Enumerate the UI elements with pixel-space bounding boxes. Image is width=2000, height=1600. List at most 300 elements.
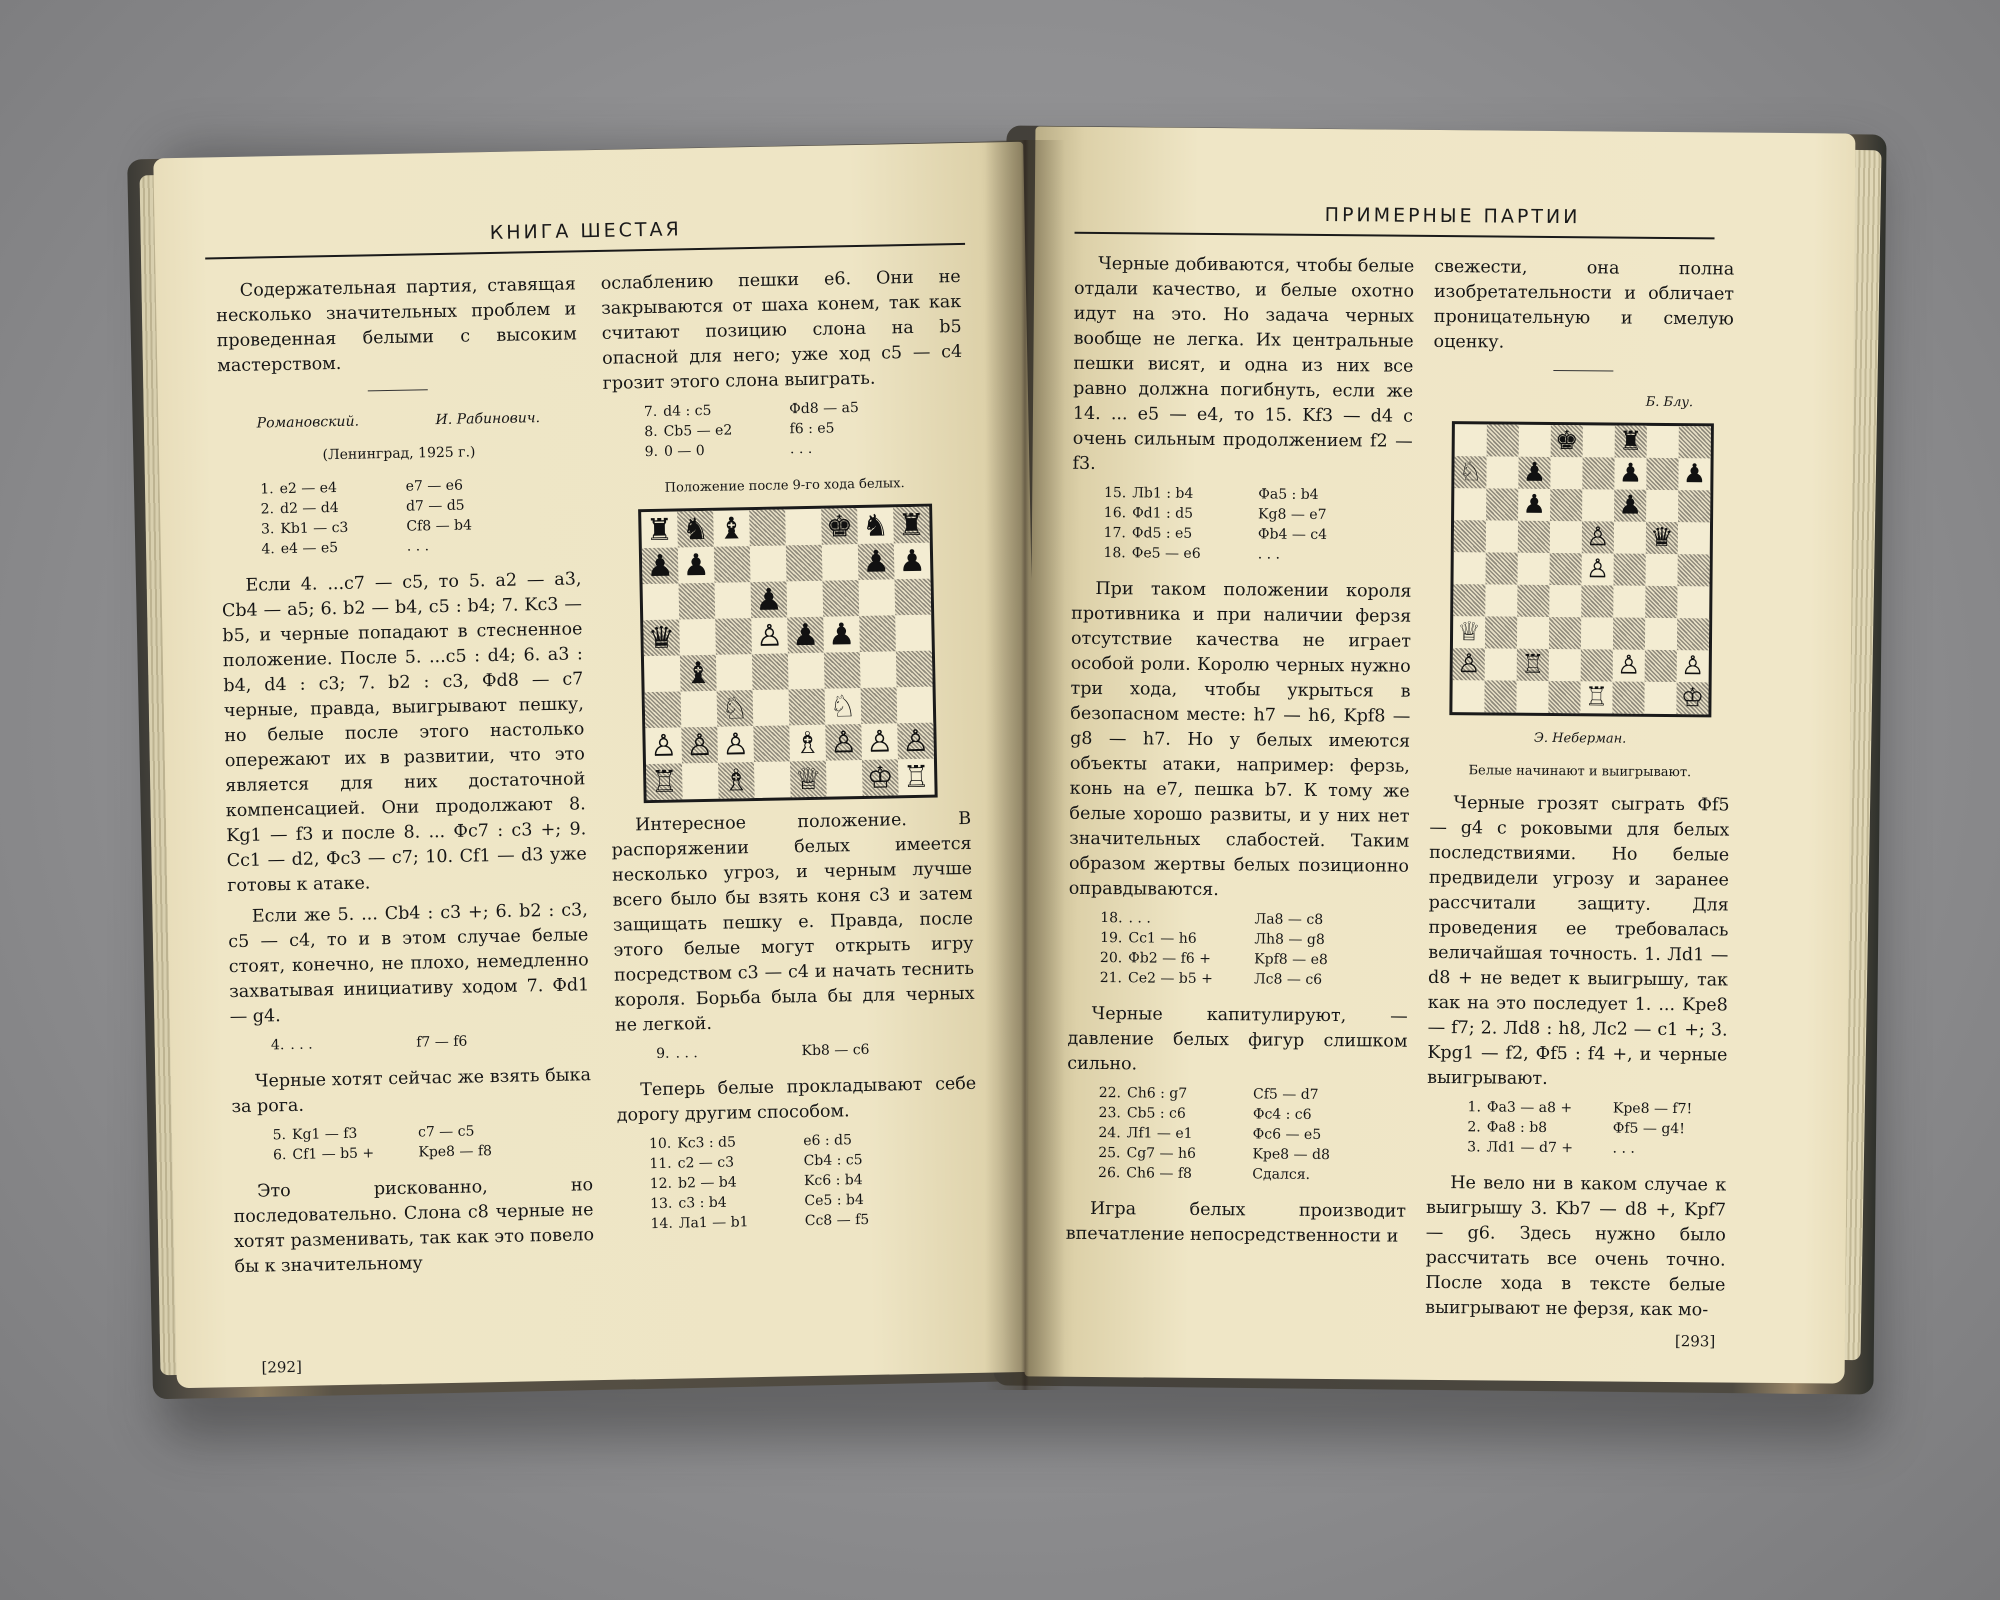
- white-pawn-icon: ♙: [901, 723, 930, 759]
- board-square: [896, 651, 933, 688]
- move-row: [635, 1040, 875, 1065]
- black-bishop-icon: ♝: [717, 510, 746, 547]
- move-number: 18.: [1103, 545, 1126, 562]
- board-square: [645, 691, 682, 728]
- black-pawn-icon: ♟: [827, 616, 856, 653]
- board-square: [1550, 489, 1582, 521]
- black-move: f7 — f6: [416, 1033, 468, 1051]
- black-move: Kc6 : b4: [803, 1172, 863, 1190]
- move-number: 18.: [1100, 910, 1123, 927]
- move-row: [1087, 1083, 1337, 1105]
- right-header-rule: [1075, 232, 1715, 240]
- text-paragraph: Теперь белые прокладывают себе дорогу другим способом.: [616, 1073, 977, 1126]
- board-square: [1581, 617, 1613, 649]
- board-square: [1646, 490, 1678, 522]
- move-row: [1088, 968, 1334, 990]
- black-move: f6 : e5: [789, 420, 835, 438]
- move-row: [1087, 1103, 1337, 1125]
- board-square: [716, 654, 753, 691]
- board-square: [1549, 617, 1581, 649]
- black-move: Kpe8 — f8: [418, 1143, 493, 1161]
- separator: [1553, 370, 1613, 372]
- white-pawn-icon: ♙: [865, 723, 894, 760]
- text-paragraph: Интересное положение. В распоряжении белых имеется несколько угроз, и черным лучше всего было бы взять коня c3 и затем защищать пешку e. Правда, после этого белые могут открыть игру посредством c3 — c4 и начать теснить короля. Борьба была бы для черных не легкой.: [611, 808, 975, 1036]
- move-number: 20.: [1099, 950, 1123, 967]
- black-move: Фf5 — g4!: [1612, 1120, 1685, 1138]
- white-pawn-icon: ♙: [721, 726, 750, 763]
- move-number: 3.: [1467, 1139, 1481, 1156]
- board-square: [1677, 618, 1709, 650]
- left-header-rule: [205, 243, 965, 260]
- move-row: [1447, 1117, 1698, 1139]
- move-row: [624, 438, 866, 463]
- white-move: Cf1 — b5 +: [292, 1145, 375, 1163]
- white-move: Фa3 — a8 +: [1486, 1099, 1573, 1117]
- move-number: 2.: [260, 501, 275, 518]
- board-square: [1517, 617, 1549, 649]
- move-row: [1092, 523, 1333, 545]
- moves-table: [637, 1130, 875, 1235]
- black-move: e6 : d5: [803, 1132, 853, 1150]
- move-row: [241, 535, 479, 560]
- board-square: [1454, 488, 1486, 520]
- move-row: [1092, 543, 1333, 565]
- board-square: [1678, 490, 1710, 522]
- black-rook-icon: ♜: [645, 512, 674, 548]
- white-move: c2 — c3: [677, 1154, 735, 1172]
- move-row: [1088, 908, 1334, 930]
- black-move: Лc8 — c6: [1253, 971, 1323, 988]
- black-move: . . .: [406, 538, 430, 555]
- board-square: [715, 582, 752, 619]
- board-square: [822, 544, 859, 581]
- move-number: 4.: [270, 1037, 285, 1054]
- black-move: Cc8 — f5: [804, 1211, 870, 1230]
- board-square: [1485, 648, 1517, 680]
- board-square: [1485, 616, 1517, 648]
- move-row: [1088, 948, 1334, 970]
- board-square: [1485, 552, 1517, 584]
- left-page-number: [292]: [261, 1357, 303, 1377]
- black-move: c7 — c5: [417, 1123, 475, 1141]
- white-move: Фa8 : b8: [1486, 1119, 1548, 1136]
- black-pawn-icon: ♟: [791, 617, 820, 653]
- move-number: 5.: [272, 1127, 287, 1144]
- move-number: 4.: [261, 541, 275, 558]
- black-move: Cf5 — d7: [1252, 1086, 1319, 1103]
- white-move: Лd1 — d7 +: [1486, 1139, 1574, 1157]
- black-move: . . .: [1612, 1140, 1635, 1157]
- move-number: 21.: [1099, 970, 1123, 987]
- move-number: 23.: [1098, 1105, 1121, 1122]
- black-move: . . .: [789, 440, 813, 458]
- black-move: Kg8 — e7: [1258, 506, 1327, 524]
- black-pawn-icon: ♟: [862, 543, 890, 580]
- white-pawn-icon: ♙: [1586, 521, 1610, 552]
- board-square: [1517, 553, 1549, 585]
- black-move: Kb8 — c6: [801, 1041, 870, 1060]
- board-square: [750, 545, 787, 582]
- move-row: [1447, 1097, 1698, 1119]
- board-square: [1613, 586, 1645, 618]
- board-square: [859, 615, 896, 652]
- white-move: Cg7 — h6: [1126, 1145, 1196, 1162]
- move-number: 1.: [1467, 1099, 1481, 1116]
- right-col-2: [1425, 255, 1734, 1330]
- board-caption: Положение после 9-го хода белых.: [664, 476, 905, 496]
- move-number: 13.: [650, 1195, 673, 1213]
- moves-table: [250, 1031, 473, 1055]
- black-knight-icon: ♞: [681, 511, 710, 547]
- white-pawn-icon: ♙: [685, 727, 714, 763]
- black-pawn-icon: ♟: [682, 547, 710, 583]
- left-page: [153, 142, 1046, 1388]
- board-square: [897, 687, 934, 724]
- board-square: [752, 653, 789, 690]
- board-square: [1581, 649, 1613, 681]
- board-square: [1550, 521, 1582, 553]
- board-square: [1549, 649, 1581, 681]
- black-king-icon: ♚: [825, 508, 854, 545]
- board-square: [788, 653, 825, 690]
- board-square: [1550, 457, 1582, 489]
- black-pawn-icon: ♟: [646, 548, 674, 584]
- white-move: Ch6 : g7: [1126, 1085, 1188, 1102]
- board-square: [1645, 586, 1677, 618]
- white-move: d4 : c5: [663, 402, 712, 420]
- event-line: (Ленинград, 1925 г.): [322, 444, 476, 464]
- black-move: . . .: [1257, 546, 1281, 563]
- board-square: [1484, 680, 1516, 712]
- black-rook-icon: ♜: [897, 507, 926, 543]
- white-move: e2 — e4: [279, 480, 338, 498]
- move-row: [252, 1141, 498, 1166]
- board-square: [1647, 426, 1679, 458]
- white-move: Kc3 : d5: [677, 1134, 737, 1152]
- move-row: [639, 1210, 876, 1235]
- white-move: . . .: [290, 1036, 313, 1053]
- player-white: Романовский.: [256, 413, 360, 432]
- board-square: [1548, 681, 1580, 713]
- move-number: 12.: [649, 1175, 673, 1193]
- problem-caption: Белые начинают и выигрывают.: [1468, 763, 1692, 781]
- separator: [368, 389, 428, 391]
- white-pawn-icon: ♙: [755, 617, 784, 654]
- black-move: Лa8 — c8: [1254, 911, 1324, 928]
- right-page: [1025, 126, 1856, 1383]
- board-square: [894, 579, 931, 616]
- board-square: [643, 583, 680, 620]
- text-paragraph: Игра белых производит впечатление непосредственности и: [1065, 1198, 1407, 1247]
- move-number: 15.: [1103, 485, 1127, 502]
- black-move: Фd8 — a5: [789, 399, 860, 418]
- board-square: [1486, 520, 1518, 552]
- white-king-icon: ♔: [1680, 682, 1705, 713]
- white-pawn-icon: ♙: [1617, 650, 1641, 681]
- board-square: [789, 689, 826, 726]
- black-bishop-icon: ♝: [684, 655, 713, 691]
- move-number: 9.: [644, 443, 659, 461]
- moves-table: [1446, 1097, 1698, 1159]
- board-square: [679, 619, 716, 656]
- black-pawn-icon: ♟: [1682, 458, 1707, 489]
- white-move: . . .: [1128, 910, 1151, 927]
- board-square: [823, 580, 860, 617]
- left-running-head: КНИГА ШЕСТАЯ: [489, 218, 682, 245]
- black-move: Kpe8 — f7!: [1612, 1100, 1693, 1118]
- white-rook-icon: ♖: [1584, 681, 1609, 712]
- white-rook-icon: ♖: [650, 764, 679, 800]
- black-move: Фc4 : c6: [1252, 1106, 1312, 1123]
- board-square: [1455, 424, 1487, 456]
- white-queen-icon: ♕: [794, 761, 823, 797]
- board-square: [1549, 585, 1581, 617]
- board-square: [1582, 489, 1614, 521]
- white-move: Cb5 — e2: [663, 422, 733, 440]
- white-move: Фe5 — e6: [1131, 545, 1201, 562]
- white-king-icon: ♔: [866, 759, 895, 796]
- black-move: Cb4 : c5: [803, 1152, 863, 1170]
- text-paragraph: При таком положении короля противника и при наличии ферзя отсутствие качества не играет особой роли. Королю черных нужно три хода, чтобы укрыться в безопасном месте: h7 — h6, Kpf8 — g8 — h7. Но у белых имеются объекты атаки, например: ферзь, конь на e7, пешка b7. К тому же белые хорошо развиты, и у них нет значительных слабостей. Таким образом жертвы белых позиционно оправдываются.: [1068, 578, 1412, 901]
- move-number: 11.: [649, 1155, 672, 1173]
- text-paragraph: Черные добиваются, чтобы белые отдали качество, и белые охотно идут на это. Но задача черных вообще не легка. Их центральные пешки висят, и одна из них все равно должна погибнуть, если же 14. ... e5 — e4, то 15. Kf3 — d4 с очень сильным продолжением f2 — f3.: [1072, 253, 1415, 474]
- board-square: [1517, 585, 1549, 617]
- move-number: 8.: [644, 423, 658, 441]
- board-square: [1614, 522, 1646, 554]
- black-pawn-icon: ♟: [898, 543, 926, 579]
- right-page-number: [293]: [1674, 1332, 1716, 1351]
- white-move: Cb5 : c6: [1126, 1105, 1186, 1122]
- board-square: [681, 691, 718, 728]
- right-running-head: ПРИМЕРНЫЕ ПАРТИИ: [1324, 203, 1581, 229]
- board-square: [895, 615, 932, 652]
- board-square: [753, 725, 790, 762]
- white-pawn-icon: ♙: [829, 724, 858, 761]
- white-bishop-icon: ♗: [722, 762, 751, 799]
- white-knight-icon: ♘: [829, 688, 857, 725]
- board-square: [1453, 552, 1485, 584]
- board-square: [1486, 488, 1518, 520]
- board-square: [786, 545, 823, 582]
- move-row: [1088, 928, 1334, 950]
- composer-top: Б. Блу.: [1645, 394, 1694, 411]
- move-number: 9.: [656, 1045, 670, 1062]
- board-square: [1454, 520, 1486, 552]
- board-square: [861, 687, 898, 724]
- move-number: 7.: [643, 403, 658, 421]
- white-knight-icon: ♘: [1458, 456, 1483, 487]
- white-move: b2 — b4: [677, 1174, 737, 1192]
- moves-table: [623, 398, 866, 463]
- white-move: Фd5 : e5: [1131, 525, 1193, 542]
- white-move: d2 — d4: [279, 499, 339, 518]
- board-square: [785, 509, 822, 546]
- move-number: 26.: [1098, 1165, 1121, 1182]
- players-line: [218, 405, 578, 437]
- move-number: 2.: [1467, 1119, 1481, 1136]
- text-paragraph: свежести, она полна изобретательности и обличает проницательную и смелую оценку.: [1433, 256, 1735, 353]
- board-square: [1644, 682, 1676, 714]
- white-move: Лa1 — b1: [678, 1214, 749, 1232]
- board-square: [1452, 680, 1484, 712]
- white-move: Фd1 : d5: [1132, 505, 1194, 522]
- moves-table: [1088, 908, 1334, 990]
- board-square: [1678, 522, 1710, 554]
- white-move: e4 — e5: [280, 539, 339, 558]
- board-square: [714, 546, 751, 583]
- board-square: [1645, 554, 1677, 586]
- black-rook-icon: ♜: [1618, 426, 1643, 457]
- text-paragraph: Черные капитулируют, — давление белых фигур слишком сильно.: [1067, 1003, 1408, 1075]
- board-square: [1518, 521, 1550, 553]
- player-black: И. Рабинович.: [435, 410, 541, 429]
- white-bishop-icon: ♗: [793, 725, 822, 761]
- white-move: Лf1 — e1: [1126, 1125, 1193, 1142]
- move-number: 3.: [260, 521, 275, 538]
- moves-table: [1092, 483, 1334, 565]
- move-row: [250, 1031, 473, 1055]
- black-move: Kpf8 — e8: [1254, 951, 1328, 969]
- board-square: [1612, 682, 1644, 714]
- move-number: 10.: [648, 1135, 672, 1153]
- board-square: [715, 618, 752, 655]
- move-number: 24.: [1098, 1125, 1121, 1142]
- move-number: 1.: [260, 481, 274, 498]
- white-move: Лb1 : b4: [1132, 485, 1194, 502]
- board-square: [1487, 424, 1519, 456]
- white-rook-icon: ♖: [902, 759, 931, 795]
- book-gutter: [985, 140, 1065, 1390]
- white-move: c3 : b4: [678, 1194, 727, 1212]
- board-square: [1677, 586, 1709, 618]
- text-paragraph: Не вело ни в каком случае к выигрышу 3. Kb7 — d8 +, Kpf7 — g6. Здесь нужно было рассчитать все очень точно. После хода в тексте белые выигрывают не ферзя, как мо-: [1425, 1173, 1727, 1321]
- moves-table: [635, 1040, 875, 1065]
- board-square: [753, 689, 790, 726]
- white-pawn-icon: ♙: [649, 728, 678, 764]
- black-move: Ce5 : b4: [804, 1192, 864, 1210]
- move-number: 25.: [1098, 1145, 1121, 1162]
- move-number: 6.: [272, 1147, 287, 1164]
- board-square: [824, 652, 861, 689]
- board-square: [1679, 426, 1711, 458]
- black-move: e7 — e6: [405, 477, 464, 495]
- black-queen-icon: ♛: [1650, 522, 1674, 553]
- board-square: [1516, 681, 1548, 713]
- move-row: [1086, 1143, 1336, 1165]
- board-square: [787, 581, 824, 618]
- white-move: Cc1 — h6: [1128, 930, 1197, 947]
- board-square: [679, 583, 716, 620]
- black-move: Фa5 : b4: [1258, 486, 1319, 503]
- board-square: [1645, 618, 1677, 650]
- white-pawn-icon: ♙: [1681, 650, 1705, 681]
- board-square: [1581, 585, 1613, 617]
- composer-bottom: Э. Неберман.: [1533, 730, 1627, 747]
- black-pawn-icon: ♟: [1522, 489, 1546, 520]
- black-king-icon: ♚: [1554, 425, 1579, 456]
- white-move: Kb1 — c3: [280, 519, 349, 538]
- black-pawn-icon: ♟: [1618, 458, 1643, 489]
- board-square: [1583, 425, 1615, 457]
- move-row: [1087, 1123, 1337, 1145]
- board-square: [754, 761, 791, 798]
- white-move: Фb2 — f6 +: [1128, 950, 1211, 968]
- move-row: [1092, 483, 1333, 505]
- board-square: [1453, 584, 1485, 616]
- black-pawn-icon: ♟: [1522, 457, 1547, 488]
- move-number: 22.: [1098, 1085, 1122, 1102]
- board-square: [826, 760, 863, 797]
- black-move: Cf8 — b4: [406, 517, 473, 535]
- text-paragraph: Черные хотят сейчас же взять быка за рога.: [231, 1065, 592, 1118]
- black-pawn-icon: ♟: [1618, 490, 1642, 521]
- board-square: [858, 579, 895, 616]
- black-move: Фb4 — c4: [1257, 526, 1328, 544]
- chess-diagram-game: [638, 504, 938, 804]
- intro-paragraph: Содержательная партия, ставящая несколько значительных проблем и проведенная белыми с высоким мастерством.: [216, 274, 577, 377]
- moves-table: [1086, 1083, 1336, 1185]
- white-rook-icon: ♖: [1521, 649, 1545, 680]
- text-paragraph: Черные грозят сыграть Фf5 — g4 с роковыми для белых последствиями. Но белые предвидели угрозу и заранее рассчитали защиту. Для проведения ее требовалась величайшая точность. 1. Лd1 — d8 + не ведет к выигрышу, так как на это последует 1. ... Kpe8 — f7; 2. Лd8 : h8, Лc2 — c1 +; 3. Kpg1 — f2, Фf5 : f4 +, и черные выигрывают.: [1427, 793, 1730, 1089]
- board-square: [644, 655, 681, 692]
- white-queen-icon: ♕: [1457, 616, 1481, 647]
- moves-table: [252, 1121, 498, 1166]
- black-move: Фc6 — e5: [1252, 1126, 1322, 1143]
- chess-diagram-problem: [1449, 421, 1714, 717]
- move-number: 16.: [1103, 505, 1127, 522]
- black-knight-icon: ♞: [861, 507, 890, 544]
- black-move: Сдался.: [1252, 1166, 1311, 1183]
- black-move: d7 — d5: [405, 497, 465, 515]
- board-square: [1582, 457, 1614, 489]
- white-pawn-icon: ♙: [1585, 553, 1610, 584]
- white-pawn-icon: ♙: [1457, 648, 1481, 679]
- right-col-1: [1066, 252, 1415, 1256]
- black-move: Лh8 — g8: [1254, 931, 1325, 949]
- move-row: [1092, 503, 1333, 525]
- left-col-2: [601, 265, 980, 1249]
- board-square: [1549, 553, 1581, 585]
- board-square: [1485, 584, 1517, 616]
- move-row: [1086, 1163, 1336, 1185]
- text-paragraph: ослаблению пешки e6. Они не закрываются от шаха конем, так как считают позицию слона на b5 опасной для него; уже ход c5 — c4 грозит этого слона выиграть.: [600, 266, 963, 394]
- black-move: Kpe8 — d8: [1252, 1146, 1330, 1164]
- white-move: Kg1 — f3: [291, 1125, 358, 1143]
- white-move: Ch6 — f8: [1126, 1165, 1193, 1182]
- board-square: [1613, 618, 1645, 650]
- black-pawn-icon: ♟: [755, 581, 783, 618]
- black-queen-icon: ♛: [647, 620, 676, 656]
- board-square: [1486, 456, 1518, 488]
- board-square: [1646, 458, 1678, 490]
- board-square: [682, 763, 719, 800]
- moves-table: [239, 475, 478, 560]
- text-paragraph: Если 4. ...c7 — c5, то 5. a2 — a3, Cb4 — a5; 6. b2 — b4, c5 : b4; 7. Kc3 — b5, и черные попадают в стесненное положение. После 5. ...c5 : d4; 6. a3 : b4, d4 : c3; 7. b2 : c3, Фd8 — c7 черные, правда, выигрывают пешку, но белые после этого настолько опережают их в развитии, что это является для них достаточной компенсацией. Они продолжают 8. Kg1 — f3 и после 8. ... Фc7 : c3 +; 9. Cc1 — d2, Фc3 — c7; 10. Cf1 — d3 уже готовы к атаке.: [221, 569, 587, 897]
- white-move: 0 — 0: [663, 442, 705, 460]
- move-number: 19.: [1100, 930, 1123, 947]
- white-move: . . .: [675, 1045, 698, 1062]
- white-move: Ce2 — b5 +: [1127, 970, 1213, 988]
- move-row: [1446, 1137, 1697, 1159]
- board-square: [1645, 650, 1677, 682]
- text-paragraph: Если же 5. ... Cb4 : c3 +; 6. b2 : c3, c5 — c4, то и в этом случае белые стоят, конечно, не плохо, немедленно захватывая инициативу ходом 7. Фd1 — g4.: [228, 900, 590, 1028]
- left-col-1: [216, 272, 595, 1286]
- board-square: [1613, 554, 1645, 586]
- move-number: 17.: [1103, 525, 1126, 542]
- text-paragraph: Это рискованно, но последовательно. Слона c8 черные не хотят разменивать, так как это повело бы к значительному: [233, 1175, 595, 1278]
- white-knight-icon: ♘: [721, 690, 749, 727]
- board-square: [1519, 425, 1551, 457]
